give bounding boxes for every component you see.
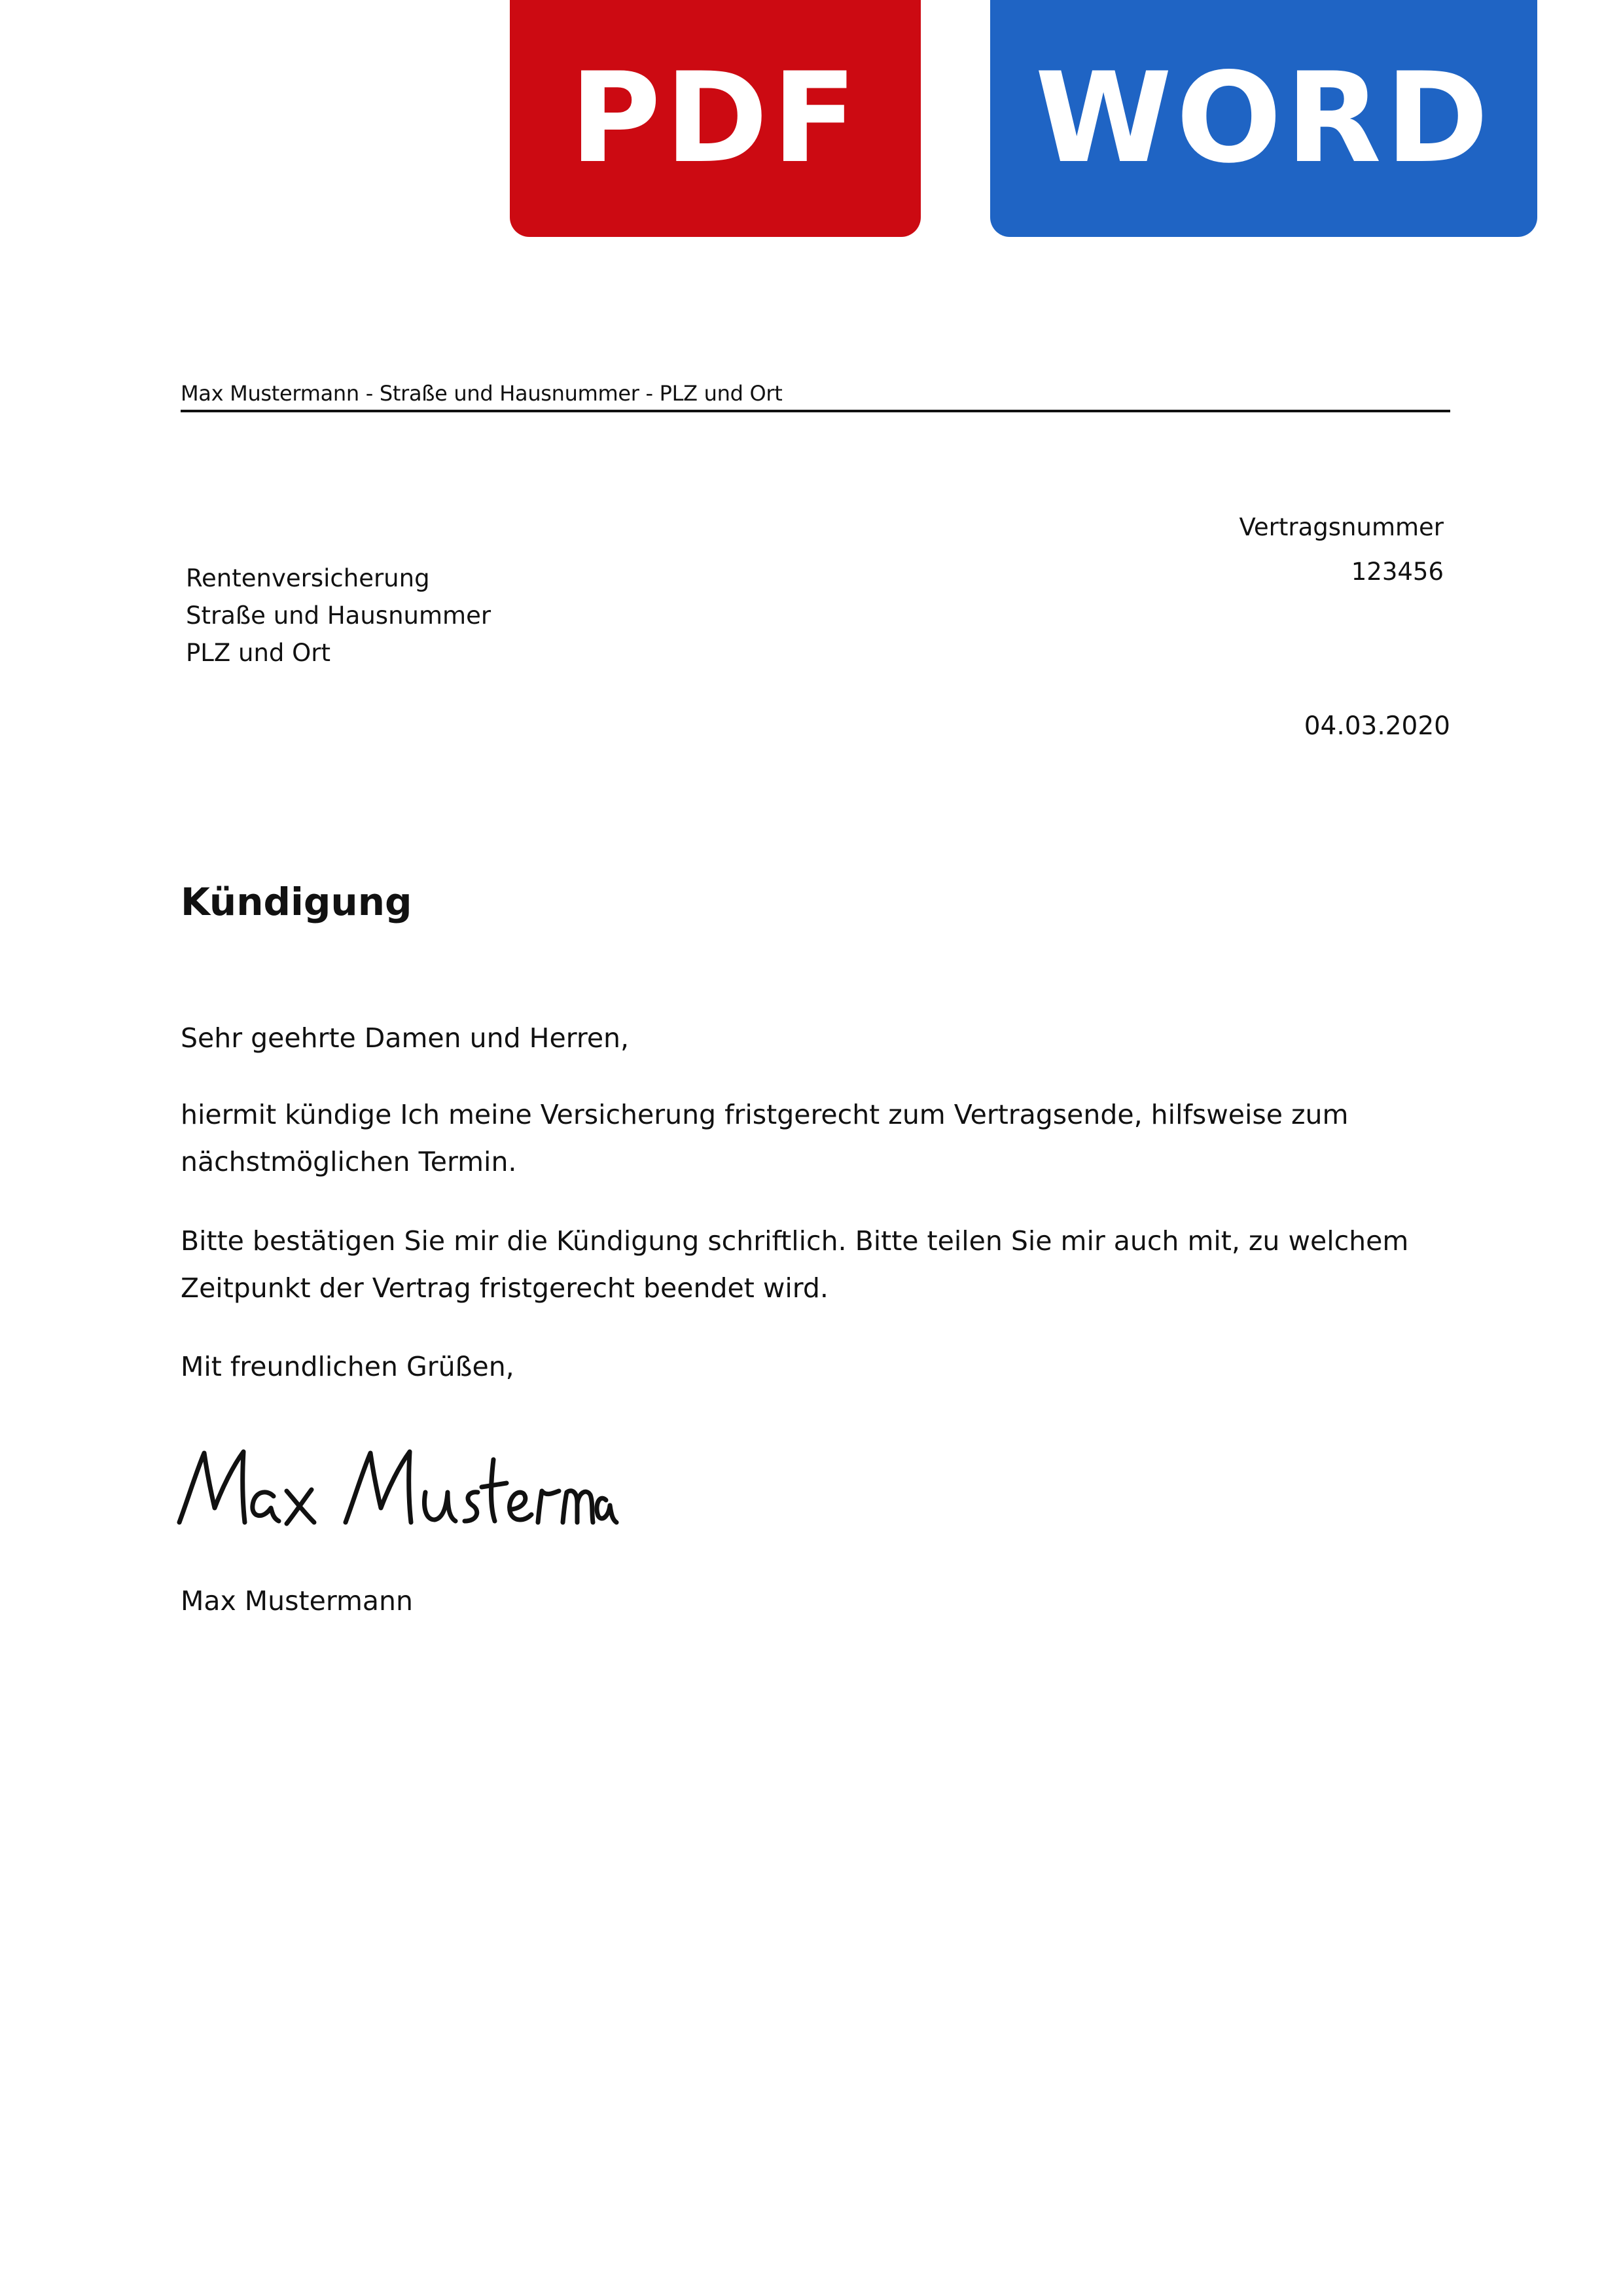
recipient-name: Rentenversicherung xyxy=(186,564,430,592)
signer-name: Max Mustermann xyxy=(181,1585,413,1617)
contract-number-label: Vertragsnummer xyxy=(1239,513,1444,541)
letter-salutation: Sehr geehrte Damen und Herren, xyxy=(181,1022,630,1054)
contract-info xyxy=(1239,505,1444,594)
handwritten-signature xyxy=(174,1445,619,1530)
word-download-button[interactable]: WORD xyxy=(990,0,1537,237)
letter-paragraph-1: hiermit kündige Ich meine Versicherung fristgerecht zum Vertragsende, hilfsweise zum nächstmöglichen Termin. xyxy=(181,1099,1349,1177)
pdf-download-button[interactable]: PDF xyxy=(510,0,921,237)
recipient-street: Straße und Hausnummer xyxy=(186,601,491,630)
letter-closing: Mit freundlichen Grüßen, xyxy=(181,1351,514,1382)
sender-divider xyxy=(181,410,1450,412)
letter-subject: Kündigung xyxy=(181,880,412,924)
recipient-address xyxy=(186,560,491,672)
recipient-city: PLZ und Ort xyxy=(186,639,331,667)
sender-address-line: Max Mustermann - Straße und Hausnummer - PLZ und Ort xyxy=(181,381,783,406)
letter-date: 04.03.2020 xyxy=(1304,711,1450,741)
contract-number-value: 123456 xyxy=(1351,558,1444,586)
letter-paragraph-2: Bitte bestätigen Sie mir die Kündigung schriftlich. Bitte teilen Sie mir auch mit, zu welchem Zeitpunkt der Vertrag fristgerecht beendet wird. xyxy=(181,1225,1409,1304)
